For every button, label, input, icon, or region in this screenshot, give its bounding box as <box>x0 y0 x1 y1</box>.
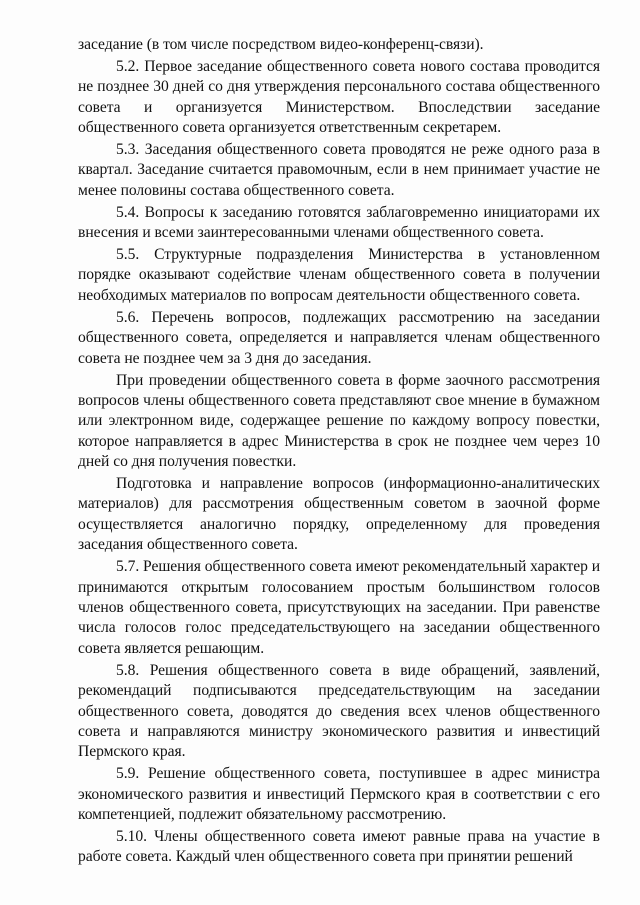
paragraph-5-6-preparation: Подготовка и направление вопросов (информационно-аналитических материалов) для рассмотрения общественным советом в заочной форме осуществляется аналогично порядку, определенному для проведения заседания общественного совета. <box>78 475 600 554</box>
document-body <box>78 35 600 869</box>
paragraph-5-10: 5.10. Члены общественного совета имеют равные права на участие в работе совета. Каждый член общественного совета при принятии решений <box>78 827 600 866</box>
paragraph-5-3: 5.3. Заседания общественного совета проводятся не реже одного раза в квартал. Заседание считается правомочным, если в нем принимает участие не менее половины состава общественного совета. <box>78 141 600 199</box>
paragraph-5-2: 5.2. Первое заседание общественного совета нового состава проводится не позднее 30 дней со дня утверждения персонального состава общественного совета и организуется Министерством. Впоследствии заседание общественного совета организуется ответственным секретарем. <box>78 57 600 137</box>
paragraph-5-7: 5.7. Решения общественного совета имеют рекомендательный характер и принимаются открытым голосованием простым большинством голосов членов общественного совета, присутствующих на заседании. При равенстве числа голосов голос председательствующего на заседании общественного совета является решающим. <box>78 558 600 657</box>
paragraph-5-6-absentee: При проведении общественного совета в форме заочного рассмотрения вопросов члены общественного совета представляют свое мнение в бумажном или электронном виде, содержащее решение по каждому вопросу повестки, которое направляется в адрес Министерства в срок не позднее чем через 10 дней со дня получения повестки. <box>78 371 600 471</box>
paragraph-5-4: 5.4. Вопросы к заседанию готовятся заблаговременно инициаторами их внесения и всеми заинтересованными членами общественного совета. <box>78 203 600 242</box>
paragraph-5-6: 5.6. Перечень вопросов, подлежащих рассмотрению на заседании общественного совета, определяется и направляется членам общественного совета не позднее чем за 3 дня до заседания. <box>78 308 600 367</box>
paragraph-5-5: 5.5. Структурные подразделения Министерства в установленном порядке оказывают содействие членам общественного совета в получении необходимых материалов по вопросам деятельности общественного совета. <box>78 246 600 304</box>
paragraph-5-8: 5.8. Решения общественного совета в виде обращений, заявлений, рекомендаций подписываются председательствующим на заседании общественного совета, доводятся до сведения всех членов общественного совета и направляются министру экономического развития и инвестиций Пермского края. <box>78 661 600 761</box>
paragraph-continuation: заседание (в том числе посредством видео-конференц-связи). <box>78 36 484 53</box>
paragraph-5-9: 5.9. Решение общественного совета, поступившее в адрес министра экономического развития и инвестиций Пермского края в соответствии с его компетенцией, подлежит обязательному рассмотрению. <box>78 765 600 824</box>
